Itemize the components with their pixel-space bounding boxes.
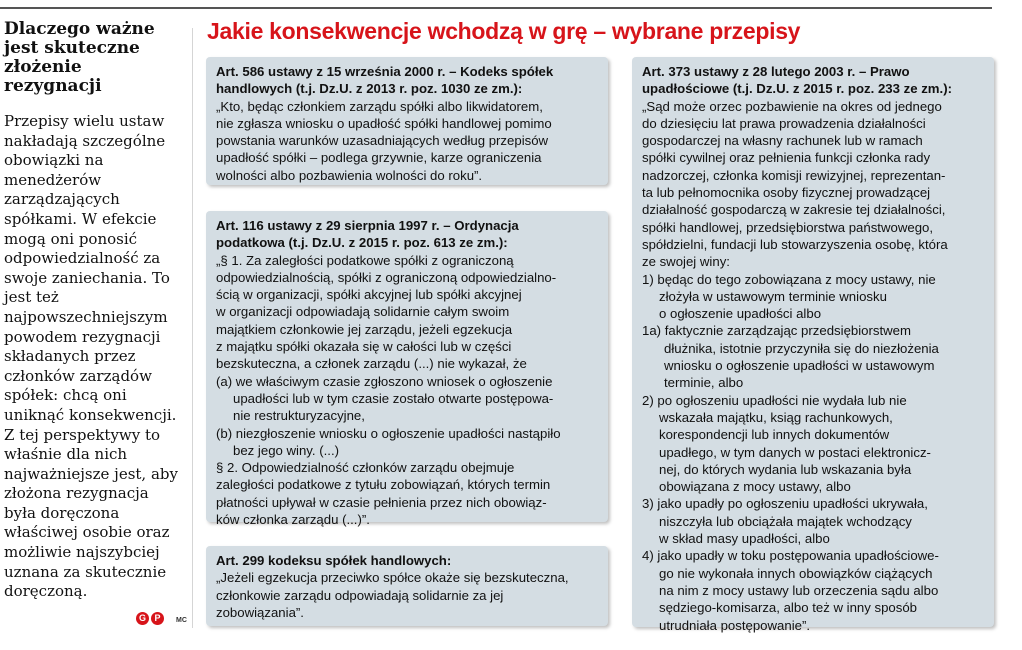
article-heading: Art. 299 kodeksu spółek handlowych: xyxy=(216,553,452,568)
article-text-line: bezskuteczna, a członek zarządu (...) nie wykazał, że xyxy=(216,356,527,372)
article-text-line: w organizacji odpowiadają solidarnie całym swoim xyxy=(216,304,510,320)
column-divider xyxy=(192,28,193,628)
article-text-line: majątkiem członkowie jej zarządu, jeżeli egzekucja xyxy=(216,321,513,337)
sidebar xyxy=(4,20,182,602)
article-text-line: gospodarczej na własny rachunek lub w ramach xyxy=(642,133,923,149)
article-373-box xyxy=(632,57,994,633)
article-text-line: § 2. Odpowiedzialność członków zarządu obejmuje xyxy=(216,460,515,476)
list-item-line: złożyła w ustawowym terminie wniosku xyxy=(659,288,887,304)
list-item-line: sędziego-komisarza, albo też w inny sposób xyxy=(659,600,918,616)
list-item-line: wniosku o ogłoszenie upadłości w ustawowym xyxy=(664,358,935,374)
article-116-box xyxy=(206,211,608,528)
article-text-line: działalność gospodarczą w zakresie tej działalności, xyxy=(642,202,946,218)
article-text-line: do dziesięciu lat prawa prowadzenia działalności xyxy=(642,115,926,131)
list-item-line: nie restrukturyzacyjne, xyxy=(233,408,365,424)
list-item-line: upadłości lub w tym czasie zostało otwarte postępowa- xyxy=(233,390,554,406)
sidebar-body: Przepisy wielu ustaw nakładają szczególne obowiązki na menedżerów zarządzających spółkami. W efekcie mogą oni ponosić odpowiedzialność za swoje zaniechania. To jest też najpowszechniejszym powodem rezygnacji składanych przez członków zarządów spółek: chcą oni uniknąć konsekwencji. Z tej perspektywy to właśnie dla nich najważniejsze jest, aby złożona rezygnacja była doręczona właściwej osobie oraz możliwie najszybciej uznana za skutecznie doręczoną. xyxy=(4,112,178,601)
article-text-line: nie zgłasza wniosku o upadłość spółki handlowej pomimo xyxy=(216,115,552,131)
article-text-line: ze swojej winy: xyxy=(642,254,730,270)
article-586-box xyxy=(206,57,608,185)
article-text-line: spółki handlowej, przedsiębiorstwa państwowego, xyxy=(642,219,934,235)
list-item-line: upadłego, w tym danych w postaci elektronicz- xyxy=(659,444,931,460)
list-item-line: 4) jako upadły w toku postępowania upadłościowe- xyxy=(642,548,939,564)
list-item-line: bez jego winy. (...) xyxy=(233,442,340,458)
logo-circle: P xyxy=(151,612,164,625)
article-text-line: członkowie zarządu odpowiadają solidarnie za jej xyxy=(216,587,504,603)
list-item-line: nej, do których wydania lub wskazania była xyxy=(659,461,912,477)
article-text-line: ków członka zarządu (...)”. xyxy=(216,512,370,528)
article-299-box xyxy=(206,546,608,626)
article-text-line: nadzorczej, członka komisji rewizyjnej, reprezentan- xyxy=(642,167,946,183)
list-item-line: (b) niezgłoszenie wniosku o ogłoszenie upadłości nastąpiło xyxy=(216,425,561,441)
list-item-line: niszczyła lub obciążała majątek wchodzący xyxy=(659,513,912,529)
list-item-line: na nim z mocy ustawy lub orzeczenia sądu albo xyxy=(659,582,939,598)
article-heading: upadłościowe (t.j. Dz.U. z 2015 r. poz. 233 ze zm.): xyxy=(642,81,952,97)
article-text-line: ścią w organizacji, spółki akcyjnej lub spółki akcyjnej xyxy=(216,287,522,303)
article-text-line: „Kto, będąc członkiem zarządu spółki albo likwidatorem, xyxy=(216,98,543,114)
list-item-line: utrudniała postępowanie”. xyxy=(659,617,811,633)
article-text-line: zobowiązania”. xyxy=(216,604,304,620)
list-item-line: 1) będąc do tego zobowiązana z mocy ustawy, nie xyxy=(642,271,936,287)
article-text-line: „Sąd może orzec pozbawienie na okres od jednego xyxy=(642,98,942,114)
list-item-line: o ogłoszenie upadłości albo xyxy=(659,306,822,322)
list-item-line: 1a) faktycznie zarządzając przedsiębiorstwem xyxy=(642,323,911,339)
article-text-line: odpowiedzialnością, spółki z ograniczoną odpowiedzialno- xyxy=(216,269,557,285)
list-item-line: obowiązana z mocy ustawy, albo xyxy=(659,479,851,495)
article-text-line: spółdzielni, fundacji lub stowarzyszenia osobę, która xyxy=(642,236,948,252)
list-item-line: go nie wykonała innych obowiązków ciążących xyxy=(659,565,933,581)
list-item-line: wskazała majątku, ksiąg rachunkowych, xyxy=(659,409,893,425)
author-initials: MC xyxy=(176,617,187,624)
article-text-line: zaległości podatkowe z tytułu zobowiązań, których termin xyxy=(216,477,551,493)
article-text-line: ta lub pełnomocnika osoby fizycznej prowadzącej xyxy=(642,185,931,201)
list-item-line: (a) we właściwym czasie zgłoszono wniosek o ogłoszenie xyxy=(216,373,553,389)
article-heading: Art. 116 ustawy z 29 sierpnia 1997 r. – Ordynacja xyxy=(216,218,519,233)
article-text-line: wolności albo pozbawienia wolności do roku”. xyxy=(216,167,483,183)
article-text-line: z majątku spółki okazała się w całości lub w części xyxy=(216,339,512,355)
logo-circle: G xyxy=(136,612,149,625)
article-heading: Art. 373 ustawy z 28 lutego 2003 r. – Prawo xyxy=(642,64,910,79)
list-item-line: terminie, albo xyxy=(664,375,744,391)
article-heading: handlowych (t.j. Dz.U. z 2013 r. poz. 1030 ze zm.): xyxy=(216,81,523,97)
list-item-line: 2) po ogłoszeniu upadłości nie wydała lub nie xyxy=(642,392,907,408)
sidebar-title: Dlaczego ważne jest skuteczne złożenie rezygnacji xyxy=(4,19,155,96)
list-item-line: dłużnika, istotnie przyczyniła się do niezłożenia xyxy=(664,340,939,356)
article-text-line: powstania warunków uzasadniających według przepisów xyxy=(216,133,549,149)
list-item-line: 3) jako upadły po ogłoszeniu upadłości ukrywała, xyxy=(642,496,928,512)
article-text-line: płatności upływał w czasie pełnienia przez nich obowiąz- xyxy=(216,494,547,510)
top-rule xyxy=(0,7,992,9)
article-text-line: upadłość spółki – podlega grzywnie, karze ograniczenia xyxy=(216,150,542,166)
article-heading: Art. 586 ustawy z 15 września 2000 r. – Kodeks spółek xyxy=(216,64,554,79)
headline: Jakie konsekwencje wchodzą w grę – wybrane przepisy xyxy=(207,18,801,44)
list-item-line: w skład masy upadłości, albo xyxy=(659,531,830,547)
gp-logo xyxy=(136,612,164,625)
list-item-line: korespondencji lub innych dokumentów xyxy=(659,427,890,443)
article-text-line: „Jeżeli egzekucja przeciwko spółce okaże się bezskuteczna, xyxy=(216,570,569,586)
article-heading: podatkowa (t.j. Dz.U. z 2015 r. poz. 613 ze zm.): xyxy=(216,235,508,251)
article-text-line: spółki cywilnej oraz pełnienia funkcji członka rady xyxy=(642,150,931,166)
article-text-line: „§ 1. Za zaległości podatkowe spółki z ograniczoną xyxy=(216,252,514,268)
